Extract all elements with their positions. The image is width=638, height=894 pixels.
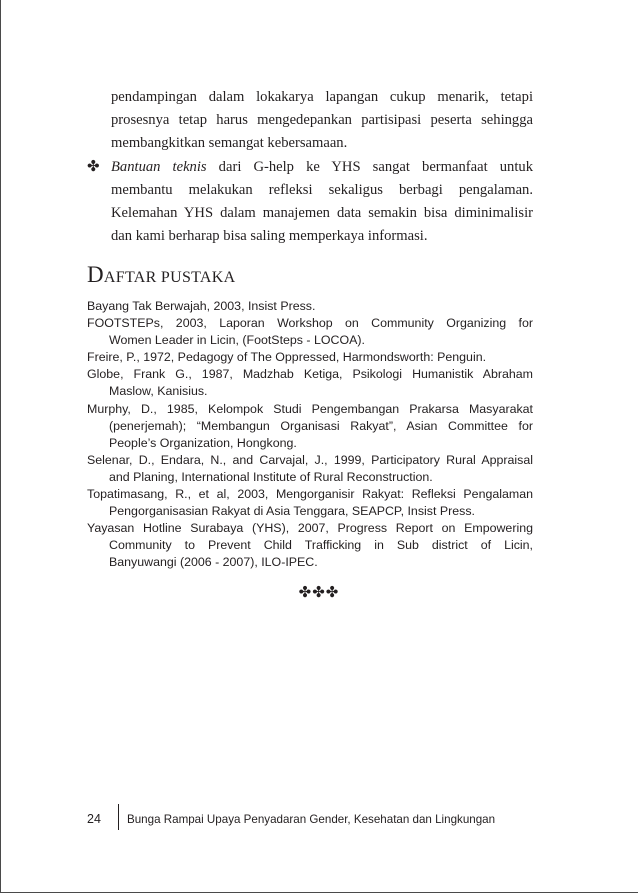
reference-line: Women Leader in Licin, (FootSteps - LOCOA). [109, 333, 365, 348]
book-title: Bunga Rampai [127, 813, 204, 826]
text-fragment: dari G-help ke YHS sangat bermanfaat untuk [206, 158, 533, 175]
text-line: dan kami berharap bisa saling memperkaya informasi. [111, 228, 428, 245]
reference-list [87, 298, 533, 572]
reference-line: Freire, P., 1972, Pedagogy of The Oppressed, Harmondsworth: Penguin. [87, 350, 487, 365]
reference-line: Banyuwangi (2006 - 2007), ILO-IPEC. [109, 555, 318, 570]
running-footer [127, 813, 495, 826]
body-text [87, 86, 533, 248]
reference-entry [87, 486, 533, 520]
section-heading [87, 262, 236, 288]
page-left-edge [0, 0, 1, 893]
clover-bullet-icon: ✤ [87, 158, 100, 175]
text-line: pendampingan dalam lokakarya lapangan cukup menarik, tetapi [111, 89, 533, 105]
reference-entry [87, 401, 533, 452]
text-line: membangkitkan semangat kebersamaan. [111, 135, 348, 152]
reference-line: (penerjemah); “Membangun Organisasi Rakyat”, Asian Committee for [109, 418, 533, 433]
reference-line: Selenar, D., Endara, N., and Carvajal, J., 1999, Participatory Rural Appraisal [87, 452, 533, 467]
reference-line: and Planing, International Institute of Rural Reconstruction. [109, 469, 433, 484]
reference-line: Globe, Frank G., 1987, Madzhab Ketiga, Psikologi Humanistik Abraham [87, 367, 533, 382]
text-line: prosesnya tetap harus mengedepankan partisipasi peserta sehingga [111, 112, 533, 129]
text-line: Kelemahan YHS dalam manajemen data semakin bisa diminimalisir [111, 205, 533, 222]
reference-line: Community to Prevent Child Trafficking in Sub district of Licin, [109, 538, 533, 553]
page-number: 24 [87, 812, 101, 826]
reference-line: Yayasan Hotline Surabaya (YHS), 2007, Progress Report on Empowering [87, 521, 533, 536]
reference-entry [87, 452, 533, 486]
reference-entry [87, 520, 533, 571]
reference-entry [87, 315, 533, 349]
reference-line: FOOTSTEPs, 2003, Laporan Workshop on Community Organizing for [87, 316, 533, 331]
reference-entry [87, 298, 533, 315]
book-subtitle: Upaya Penyadaran Gender, Kesehatan dan Lingkungan [203, 813, 496, 826]
text-line: membantu melakukan refleksi sekaligus berbagi pengalaman. [111, 181, 533, 198]
reference-entry [87, 366, 533, 400]
paragraph-continuation [87, 86, 533, 156]
heading-rest: AFTAR PUSTAKA [103, 269, 236, 286]
reference-line: Bayang Tak Berwajah, 2003, Insist Press. [87, 299, 316, 313]
reference-line: Pengorganisasian Rakyat di Asia Tenggara, SEAPCP, Insist Press. [109, 504, 475, 519]
reference-line: People’s Organization, Hongkong. [109, 435, 297, 450]
section-separator: ✤✤✤ [298, 583, 340, 601]
heading-initial: D [87, 262, 104, 287]
footer-divider [118, 804, 119, 830]
reference-entry [87, 349, 533, 366]
text-line [111, 156, 533, 179]
bullet-item [87, 156, 533, 249]
emphasis-text: Bantuan teknis [111, 158, 207, 175]
reference-line: Murphy, D., 1985, Kelompok Studi Pengembangan Prakarsa Masyarakat [87, 401, 533, 416]
page-bottom-edge [0, 892, 638, 893]
reference-line: Topatimasang, R., et al, 2003, Mengorganisir Rakyat: Refleksi Pengalaman [87, 487, 533, 502]
reference-line: Maslow, Kanisius. [109, 384, 208, 399]
